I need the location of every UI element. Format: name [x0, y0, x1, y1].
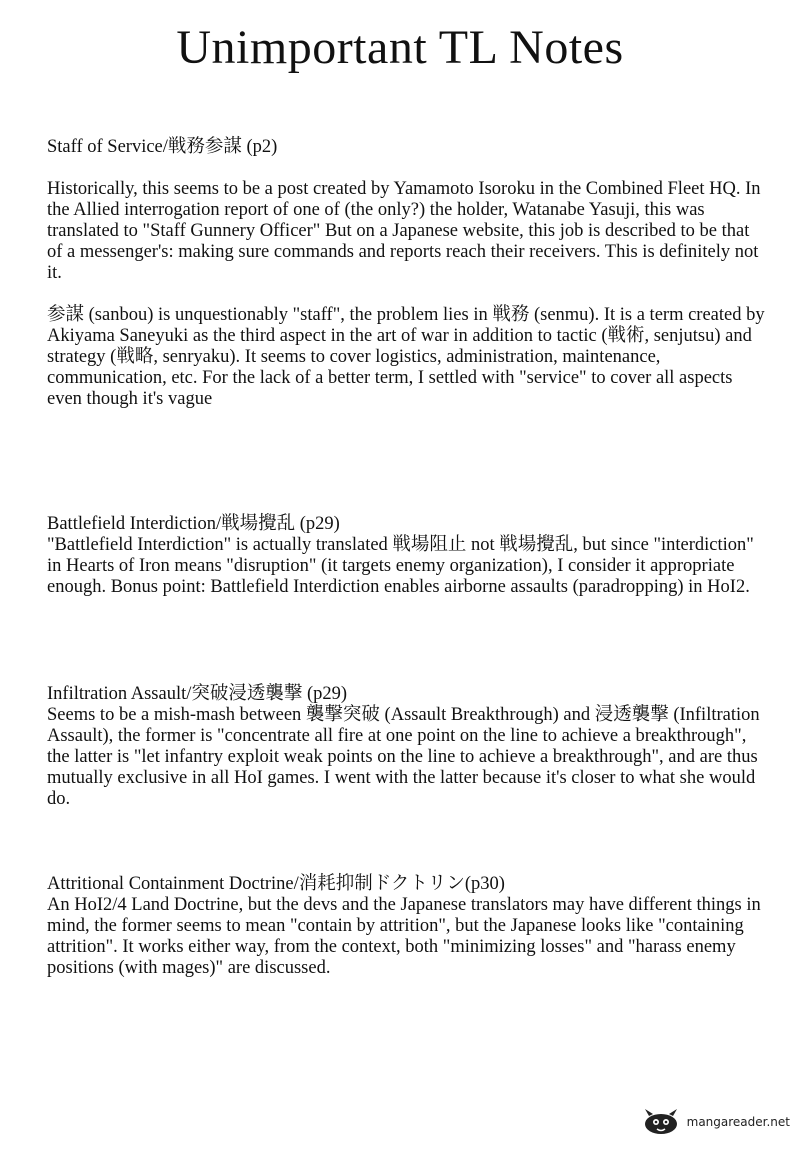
watermark-text: mangareader.net [686, 1115, 790, 1129]
page-title: Unimportant TL Notes [176, 21, 624, 74]
note-heading: Battlefield Interdiction/戦場攪乱 (p29) [47, 514, 340, 534]
note-attritional-containment [47, 874, 767, 979]
note-heading: Staff of Service/戦務参謀 (p2) [47, 137, 278, 157]
watermark [639, 1107, 790, 1137]
note-battlefield-interdiction [47, 514, 767, 598]
note-paragraph: An HoI2/4 Land Doctrine, but the devs and the Japanese translators may have different things in mind, the former seems to mean "contain by attrition", but the Japanese looks like "containing attrition". It works either way, from the context, both "minimizing losses" and "harass enemy positions (with mages)" are discussed. [47, 895, 761, 978]
note-paragraph: Historically, this seems to be a post created by Yamamoto Isoroku in the Combined Fleet HQ. In the Allied interrogation report of one of (the only?) the holder, Watanabe Yasuji, this was translated to "Staff Gunnery Officer" But on a Japanese website, this job is described to be that of a messenger's: making sure commands and reports reach their receivers. This is definitely not it. [47, 179, 761, 283]
note-heading: Attritional Containment Doctrine/消耗抑制ドクトリン(p30) [47, 874, 505, 894]
note-paragraph: 参謀 (sanbou) is unquestionably "staff", the problem lies in 戦務 (senmu). It is a term created by Akiyama Saneyuki as the third aspect in the art of war in addition to tactic (戦術, senjutsu) and strategy (戦略, senryaku). It seems to cover logistics, administration, maintenance, communication, etc. For the lack of a better term, I settled with "service" to cover all aspects even though it's vague [47, 305, 765, 409]
note-paragraph: "Battlefield Interdiction" is actually translated 戦場阻止 not 戦場攪乱, but since "interdiction" in Hearts of Iron means "disruption" (it targets enemy organization), I consider it appropriate enough. Bonus point: Battlefield Interdiction enables airborne assaults (paradropping) in HoI2. [47, 535, 754, 597]
note-heading: Infiltration Assault/突破浸透襲撃 (p29) [47, 684, 348, 704]
note-staff-of-service [47, 137, 767, 410]
note-infiltration-assault [47, 684, 767, 810]
mascot-logo-icon [639, 1107, 683, 1137]
note-paragraph: Seems to be a mish-mash between 襲撃突破 (Assault Breakthrough) and 浸透襲撃 (Infiltration Assault), the former is "concentrate all fire at one point on the line to achieve a breakthrough", the latter is "let infantry exploit weak points on the line to achieve a breakthrough", and are thus mutually exclusive in all HoI games. I went with the latter because it's closer to what she would do. [47, 705, 760, 809]
